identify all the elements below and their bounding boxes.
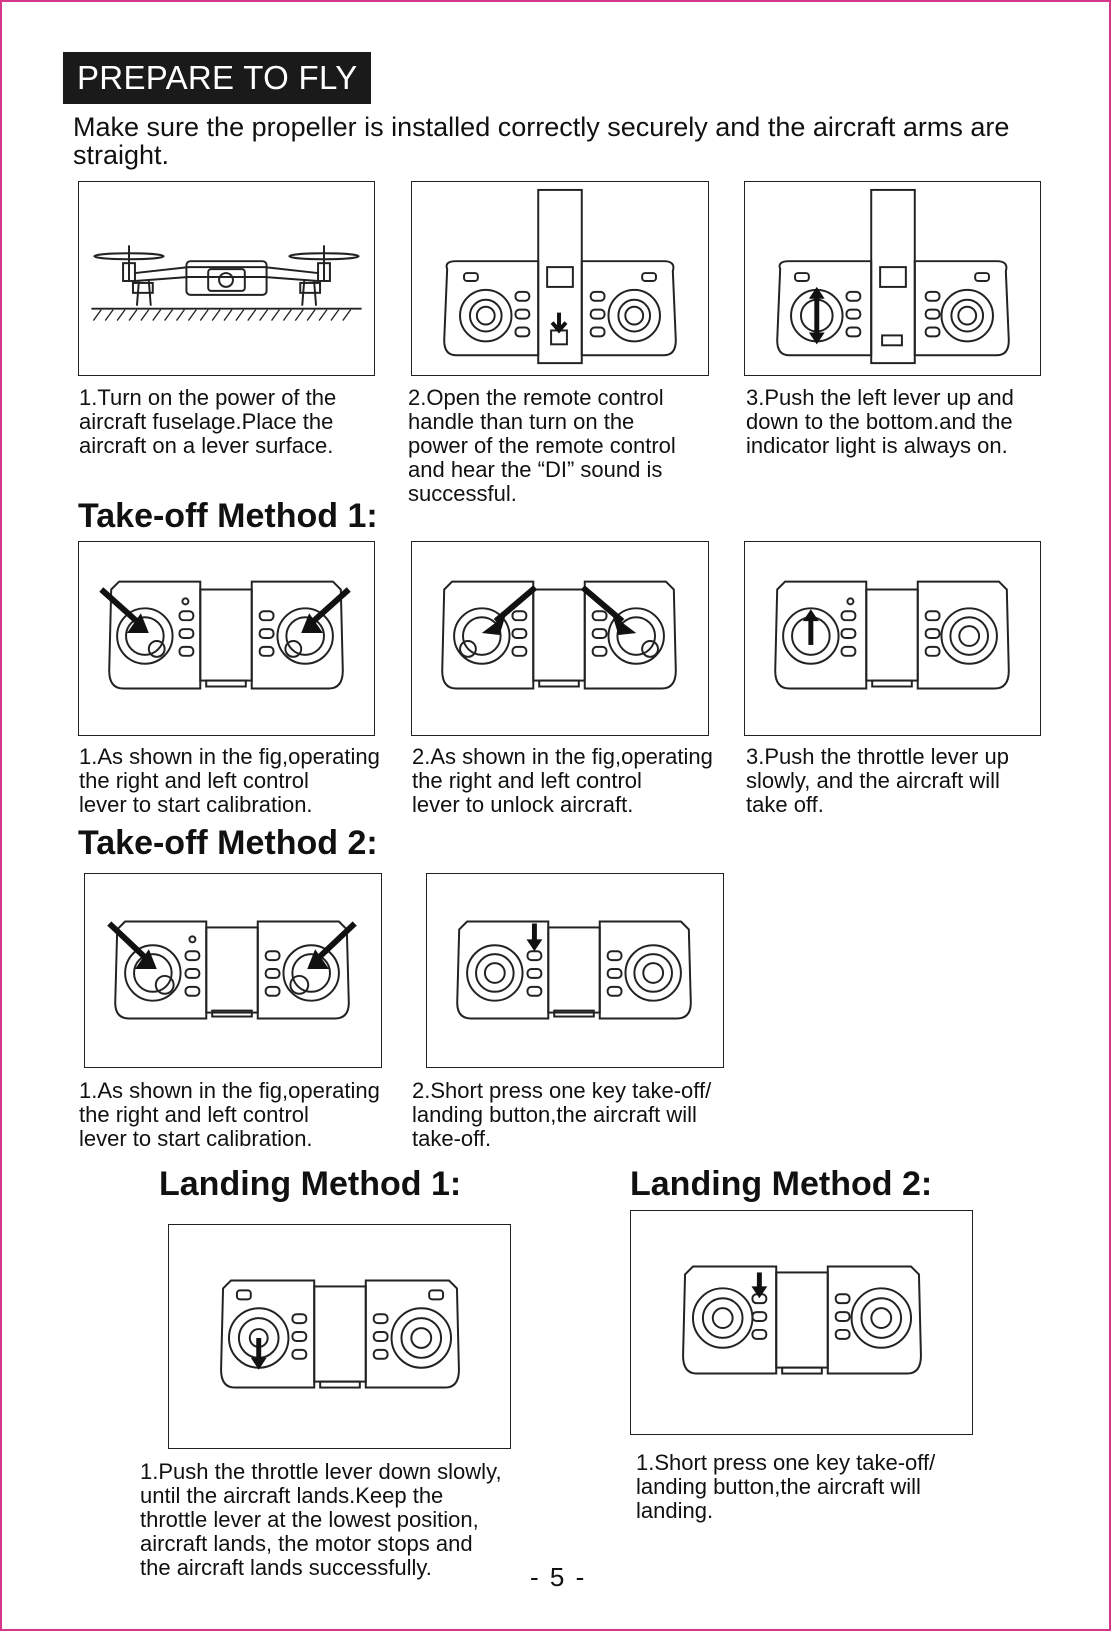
takeoff1-step-1: 1.As shown in the fig,operating the right and left control lever to start calibration. — [79, 744, 380, 817]
landing-method-2-title: Landing Method 2: — [630, 1165, 933, 1203]
landing1-step-1: 1.Push the throttle lever down slowly, until the aircraft lands.Keep the throttle lever at the lowest position, aircraft lands, the motor stops and the aircraft lands successfully. — [140, 1459, 502, 1580]
figure-open-remote — [411, 181, 709, 376]
takeoff2-step-1: 1.As shown in the fig,operating the right and left control lever to start calibration. — [79, 1078, 380, 1151]
remote-one-key-illustration — [427, 874, 723, 1067]
page-number: - 5 - — [530, 1562, 587, 1592]
drone-illustration — [79, 182, 374, 375]
remote-calibrate-illustration — [79, 542, 374, 735]
figure-landing2-one-key — [630, 1210, 973, 1435]
figure-left-lever-up-down — [744, 181, 1041, 376]
remote-throttle-up-illustration — [745, 542, 1040, 735]
prepare-step-2: 2.Open the remote control handle than turn on the power of the remote control and hear the “DI” sound is successful. — [408, 385, 676, 506]
figure-takeoff1-unlock — [411, 541, 709, 736]
prepare-step-3: 3.Push the left lever up and down to the bottom.and the indicator light is always on. — [746, 385, 1014, 458]
figure-takeoff2-calibrate — [84, 873, 382, 1068]
remote-one-key-landing-illustration — [631, 1211, 972, 1434]
remote-unlock-illustration — [412, 542, 708, 735]
takeoff1-step-2: 2.As shown in the fig,operating the right and left control lever to unlock aircraft. — [412, 744, 713, 817]
remote-lever-illustration — [745, 182, 1040, 375]
takeoff2-step-2: 2.Short press one key take-off/ landing button,the aircraft will take-off. — [412, 1078, 712, 1151]
figure-drone-on-ground — [78, 181, 375, 376]
remote-open-illustration — [412, 182, 708, 375]
figure-takeoff1-throttle-up — [744, 541, 1041, 736]
figure-takeoff2-one-key — [426, 873, 724, 1068]
intro-text: Make sure the propeller is installed correctly securely and the aircraft arms are straight. — [73, 112, 1010, 170]
remote-throttle-down-illustration — [169, 1225, 510, 1448]
landing-method-1-title: Landing Method 1: — [159, 1165, 462, 1203]
figure-takeoff1-calibrate — [78, 541, 375, 736]
takeoff1-step-3: 3.Push the throttle lever up slowly, and the aircraft will take off. — [746, 744, 1009, 817]
landing2-step-1: 1.Short press one key take-off/ landing button,the aircraft will landing. — [636, 1450, 936, 1523]
takeoff-method-1-title: Take-off Method 1: — [78, 497, 378, 535]
section-header: PREPARE TO FLY — [63, 52, 371, 104]
takeoff-method-2-title: Take-off Method 2: — [78, 824, 378, 862]
remote-calibrate-illustration-2 — [85, 874, 381, 1067]
figure-landing1-throttle-down — [168, 1224, 511, 1449]
prepare-step-1: 1.Turn on the power of the aircraft fuselage.Place the aircraft on a lever surface. — [79, 385, 337, 458]
